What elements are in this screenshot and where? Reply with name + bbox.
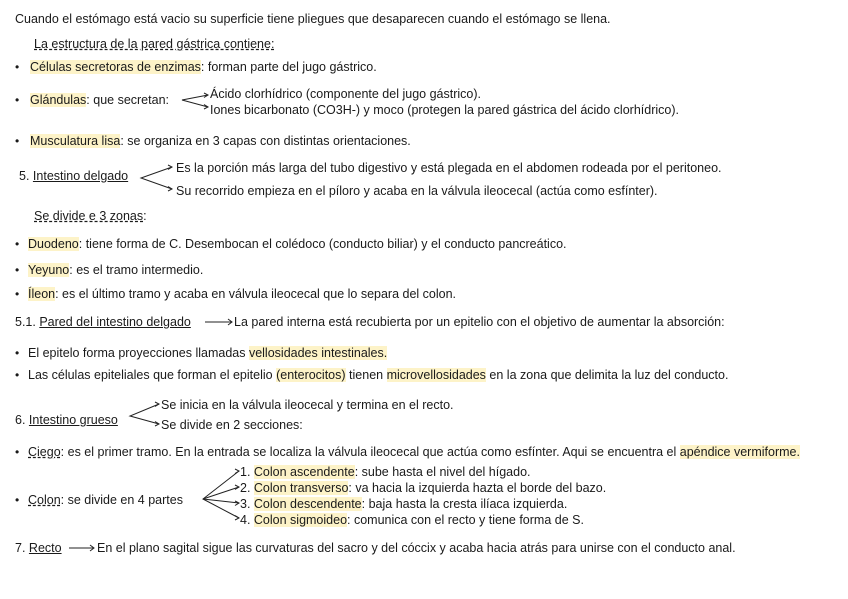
text-yeyuno: : es el tramo intermedio. xyxy=(69,263,204,277)
term-cells: Células secretoras de enzimas xyxy=(30,60,201,74)
colon-part-term: Colon sigmoideo xyxy=(253,513,348,527)
term-appendix: apéndice vermiforme. xyxy=(679,445,800,459)
text-glands: : que secretan: xyxy=(86,93,169,107)
section-title: Pared del intestino delgado xyxy=(39,315,191,329)
term-ciego: Ciego xyxy=(28,445,61,459)
divide-heading-colon: : xyxy=(143,209,147,223)
colon-part-text: : comunica con el recto y tiene forma de S. xyxy=(347,513,584,527)
text-enterocytes-mid: tienen xyxy=(345,368,387,382)
term-enterocytes: (enterocitos) xyxy=(276,368,346,382)
divide-heading xyxy=(34,208,147,224)
colon-part-text: : baja hasta la cresta ilíaca izquierda. xyxy=(361,497,568,511)
section-wall-small-heading xyxy=(15,314,191,330)
small-intestine-item-2: Su recorrido empieza en el píloro y acaba en la válvula ileocecal (actúa como esfínter). xyxy=(176,184,658,198)
term-ileon: Íleon xyxy=(28,287,56,301)
text-enterocytes-post: en la zona que delimita la luz del conducto. xyxy=(485,368,729,382)
branch-arrow-icon xyxy=(139,164,175,192)
term-microvilli: microvellosidades xyxy=(386,368,486,382)
text-duodeno: : tiene forma de C. Desembocan el colédoco (conducto biliar) y el conducto pancreático. xyxy=(78,237,567,251)
text-colon: : se divide en 4 partes xyxy=(60,493,183,507)
term-muscle: Musculatura lisa xyxy=(30,134,121,148)
colon-part-text: : sube hasta el nivel del hígado. xyxy=(354,465,531,479)
list-item-glands xyxy=(30,92,169,108)
large-intestine-item-1: Se inicia en la válvula ileocecal y termina en el recto. xyxy=(161,398,454,412)
colon-part-number: 3. xyxy=(240,497,254,511)
term-glands: Glándulas xyxy=(30,93,87,107)
colon-part-2 xyxy=(240,480,606,496)
rectum-text: En el plano sagital sigue las curvaturas del sacro y del cóccix y acaba hacia atrás para unirse con el conducto anal. xyxy=(97,541,736,555)
colon-part-term: Colon descendente xyxy=(253,497,362,511)
section-rectum-heading xyxy=(15,540,62,556)
bullet: • xyxy=(15,287,20,301)
term-villi: vellosidades intestinales. xyxy=(248,346,388,360)
list-item-ciego xyxy=(28,444,800,460)
section-number: 5. xyxy=(19,169,30,183)
branch-arrow-icon xyxy=(128,401,162,427)
branch-arrow-icon xyxy=(180,92,210,110)
bullet: • xyxy=(15,93,20,107)
bullet: • xyxy=(15,237,20,251)
section-number: 6. xyxy=(15,413,26,427)
divide-heading-text: Se divide e 3 zonas xyxy=(34,209,144,223)
text-villi: El epitelo forma proyecciones llamadas xyxy=(28,346,249,360)
large-intestine-item-2: Se divide en 2 secciones: xyxy=(161,418,303,432)
list-item-cells xyxy=(30,59,377,75)
list-item-ileon xyxy=(28,286,456,302)
text-cells: : forman parte del jugo gástrico. xyxy=(200,60,377,74)
text-enterocytes: Las células epiteliales que forman el epitelio xyxy=(28,368,277,382)
colon-part-term: Colon transverso xyxy=(253,481,349,495)
section-large-intestine-heading xyxy=(15,412,118,428)
colon-part-4 xyxy=(240,512,584,528)
colon-part-1 xyxy=(240,464,531,480)
term-yeyuno: Yeyuno xyxy=(28,263,70,277)
wall-heading: La estructura de la pared gástrica contiene: xyxy=(34,37,275,51)
arrow-right-icon xyxy=(204,317,234,327)
section-number: 5.1. xyxy=(15,315,36,329)
colon-part-text: : va hacia la izquierda hazta el borde del bazo. xyxy=(348,481,607,495)
list-item-muscle xyxy=(30,133,411,149)
section-title: Recto xyxy=(28,541,62,555)
list-item-villi xyxy=(28,345,387,361)
bullet: • xyxy=(15,445,20,459)
text-ciego: : es el primer tramo. En la entrada se localiza la válvula ileocecal que actúa como esfínter. Aqui se encuentra el xyxy=(60,445,680,459)
wall-small-text: La pared interna está recubierta por un epitelio con el objetivo de aumentar la absorción: xyxy=(234,315,725,329)
colon-part-term: Colon ascendente xyxy=(253,465,355,479)
bullet: • xyxy=(15,263,20,277)
text-muscle: : se organiza en 3 capas con distintas orientaciones. xyxy=(120,134,411,148)
colon-part-number: 2. xyxy=(240,481,254,495)
section-title: Intestino grueso xyxy=(28,413,118,427)
section-number: 7. xyxy=(15,541,26,555)
list-item-colon xyxy=(28,492,183,508)
arrow-right-icon xyxy=(68,543,96,553)
term-colon: Colon xyxy=(28,493,61,507)
small-intestine-item-1: Es la porción más larga del tubo digestivo y está plegada en el abdomen rodeada por el peritoneo. xyxy=(176,161,722,175)
section-title: Intestino delgado xyxy=(32,169,129,183)
list-item-yeyuno xyxy=(28,262,203,278)
list-item-duodeno xyxy=(28,236,567,252)
section-small-intestine-heading xyxy=(19,168,128,184)
glands-item-1: Ácido clorhídrico (componente del jugo gástrico). xyxy=(210,87,481,101)
text-ileon: : es el último tramo y acaba en válvula ileocecal que lo separa del colon. xyxy=(55,287,457,301)
colon-part-number: 4. xyxy=(240,513,254,527)
intro-text: Cuando el estómago está vacio su superficie tiene pliegues que desaparecen cuando el estómago se llena. xyxy=(15,12,611,26)
bullet: • xyxy=(15,134,20,148)
bullet: • xyxy=(15,368,20,382)
branch-arrow-icon xyxy=(201,466,241,522)
glands-item-2: Iones bicarbonato (CO3H-) y moco (protegen la pared gástrica del ácido clorhídrico). xyxy=(210,103,679,117)
bullet: • xyxy=(15,493,20,507)
bullet: • xyxy=(15,60,20,74)
colon-part-3 xyxy=(240,496,567,512)
colon-part-number: 1. xyxy=(240,465,254,479)
bullet: • xyxy=(15,346,20,360)
list-item-enterocytes xyxy=(28,367,728,383)
term-duodeno: Duodeno xyxy=(28,237,79,251)
